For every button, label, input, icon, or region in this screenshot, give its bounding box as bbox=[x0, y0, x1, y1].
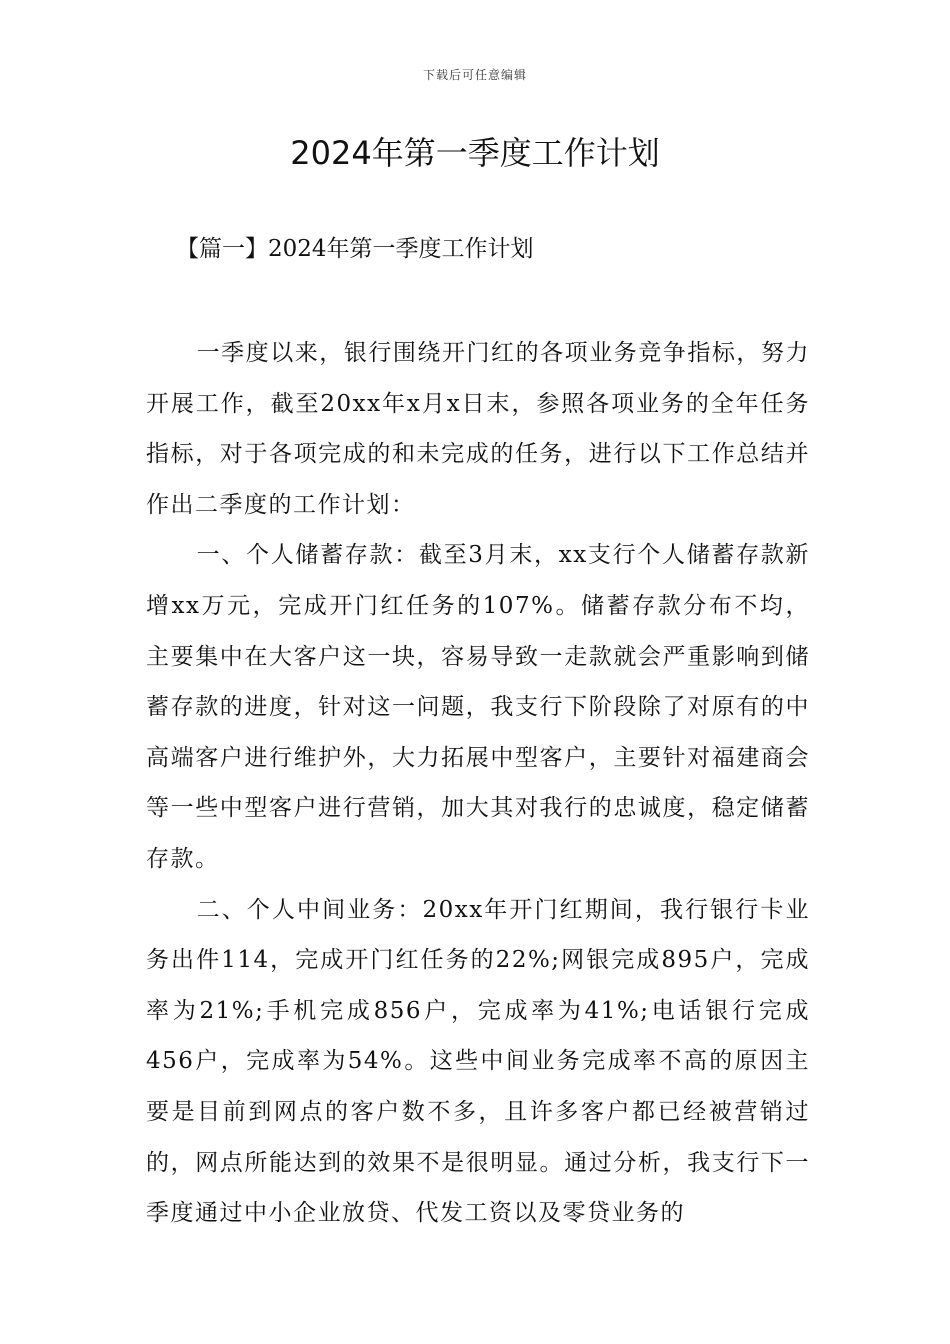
document-title: 2024年第一季度工作计划 bbox=[290, 134, 660, 172]
header-note: 下载后可任意编辑 bbox=[422, 68, 527, 82]
paragraph-intro: 一季度以来，银行围绕开门红的各项业务竞争指标，努力开展工作，截至20xx年x月x日末，参照各项业务的全年任务指标，对于各项完成的和未完成的任务，进行以下工作总结并作出二季度的工作计划： bbox=[146, 340, 810, 518]
paragraph-intermediate-business: 二、个人中间业务：20xx年开门红期间，我行银行卡业务出件114，完成开门红任务的22%;网银完成895户，完成率为21%;手机完成856户，完成率为41%;电话银行完成456户，完成率为54%。这些中间业务完成率不高的原因主要是目前到网点的客户数不多，且许多客户都已经被营销过的，网点所能达到的效果不是很明显。通过分析，我支行下一季度通过中小企业放贷、代发工资以及零贷业务的 bbox=[146, 896, 810, 1227]
section-heading: 【篇一】2024年第一季度工作计划 bbox=[176, 236, 534, 262]
document-body bbox=[146, 328, 810, 1239]
paragraph-savings-deposits: 一、个人储蓄存款：截至3月末，xx支行个人储蓄存款新增xx万元，完成开门红任务的107%。储蓄存款分布不均，主要集中在大客户这一块，容易导致一走款就会严重影响到储蓄存款的进度，针对这一问题，我支行下阶段除了对原有的中高端客户进行维护外，大力拓展中型客户，主要针对福建商会等一些中型客户进行营销，加大其对我行的忠诚度，稳定储蓄存款。 bbox=[146, 542, 810, 872]
